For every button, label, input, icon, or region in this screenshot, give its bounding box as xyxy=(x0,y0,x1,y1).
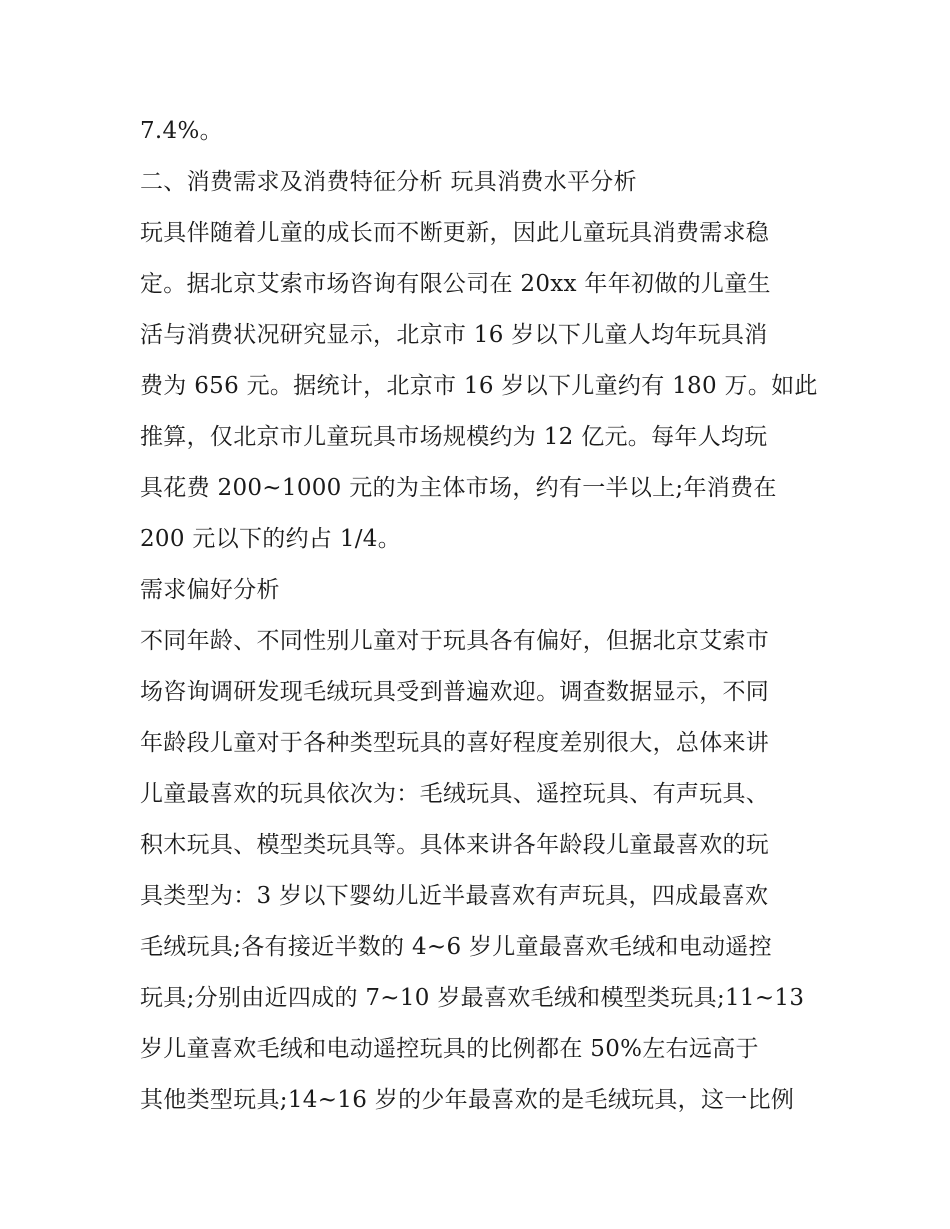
text-line: 定。据北京艾索市场咨询有限公司在 20xx 年年初做的儿童生 xyxy=(140,271,771,297)
text-line: 毛绒玩具;各有接近半数的 4~6 岁儿童最喜欢毛绒和电动遥控 xyxy=(140,934,772,960)
text-line: 不同年龄、不同性别儿童对于玩具各有偏好，但据北京艾索市 xyxy=(140,628,770,654)
text-line: 儿童最喜欢的玩具依次为：毛绒玩具、遥控玩具、有声玩具、 xyxy=(140,781,770,807)
text-line: 活与消费状况研究显示，北京市 16 岁以下儿童人均年玩具消 xyxy=(140,322,768,348)
text-line: 年龄段儿童对于各种类型玩具的喜好程度差别很大，总体来讲 xyxy=(140,730,770,756)
text-line: 具花费 200~1000 元的为主体市场，约有一半以上;年消费在 xyxy=(140,475,777,501)
text-line: 积木玩具、模型类玩具等。具体来讲各年龄段儿童最喜欢的玩 xyxy=(140,832,770,858)
text-line: 推算，仅北京市儿童玩具市场规模约为 12 亿元。每年人均玩 xyxy=(140,424,768,450)
text-line: 200 元以下的约占 1/4。 xyxy=(140,526,402,552)
section-heading: 二、消费需求及消费特征分析 玩具消费水平分析 xyxy=(140,169,637,195)
document-body xyxy=(140,106,820,1126)
text-line: 场咨询调研发现毛绒玩具受到普遍欢迎。调查数据显示，不同 xyxy=(140,679,770,705)
text-line: 岁儿童喜欢毛绒和电动遥控玩具的比例都在 50%左右远高于 xyxy=(140,1036,759,1062)
text-line: 7.4%。 xyxy=(140,118,223,144)
section-heading: 需求偏好分析 xyxy=(140,577,280,603)
text-line: 玩具;分别由近四成的 7~10 岁最喜欢毛绒和模型类玩具;11~13 xyxy=(140,985,805,1011)
text-line: 玩具伴随着儿童的成长而不断更新，因此儿童玩具消费需求稳 xyxy=(140,220,770,246)
text-line: 费为 656 元。据统计，北京市 16 岁以下儿童约有 180 万。如此 xyxy=(140,373,818,399)
text-line: 其他类型玩具;14~16 岁的少年最喜欢的是毛绒玩具，这一比例 xyxy=(140,1087,795,1113)
text-line: 具类型为：3 岁以下婴幼儿近半最喜欢有声玩具，四成最喜欢 xyxy=(140,883,769,909)
